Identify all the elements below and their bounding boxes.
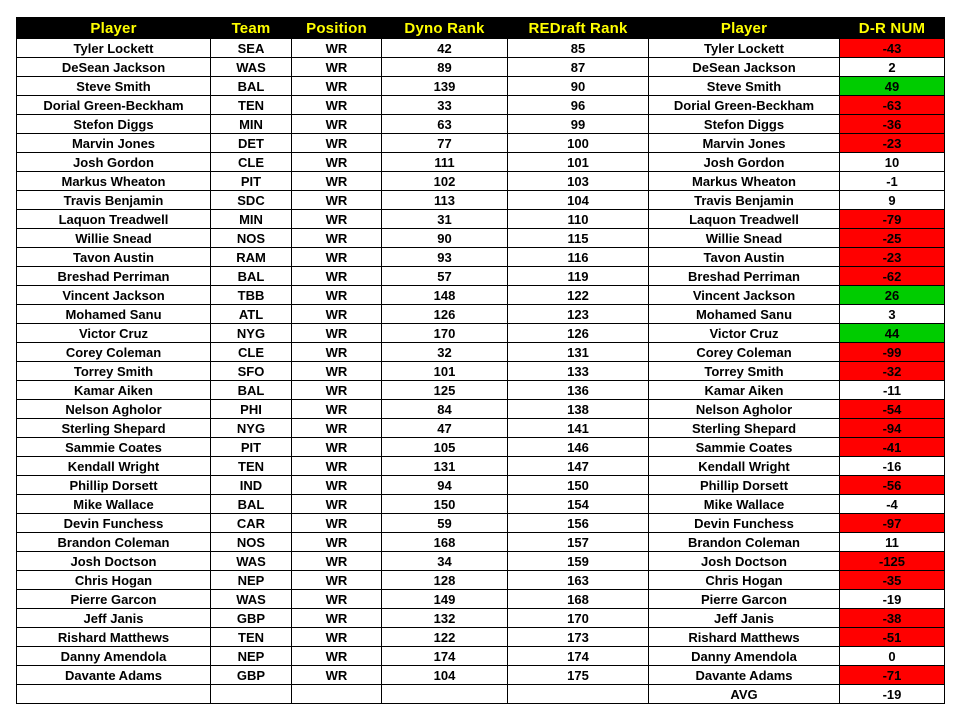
team-cell: MIN [211,210,292,229]
team-cell: MIN [211,115,292,134]
table-row [17,58,945,77]
position-cell: WR [292,343,382,362]
team-cell: NOS [211,229,292,248]
table-row [17,115,945,134]
dr-num-cell: -16 [840,457,945,476]
redraft-rank-cell: 147 [508,457,649,476]
average-value: -19 [840,685,945,704]
empty-cell [508,685,649,704]
team-cell: WAS [211,590,292,609]
dyno-rank-cell: 113 [382,191,508,210]
dyno-rank-cell: 59 [382,514,508,533]
player-cell: Travis Benjamin [17,191,211,210]
position-cell: WR [292,609,382,628]
dyno-rank-cell: 93 [382,248,508,267]
table-row [17,153,945,172]
team-cell: WAS [211,58,292,77]
redraft-rank-cell: 175 [508,666,649,685]
table-row [17,647,945,666]
position-cell: WR [292,191,382,210]
dyno-rank-cell: 168 [382,533,508,552]
table-row [17,343,945,362]
player-cell: Vincent Jackson [17,286,211,305]
player-cell: Phillip Dorsett [17,476,211,495]
player-cell: Tyler Lockett [17,39,211,58]
table-row [17,590,945,609]
redraft-rank-cell: 141 [508,419,649,438]
dyno-rank-cell: 47 [382,419,508,438]
player-cell: Josh Gordon [17,153,211,172]
position-cell: WR [292,533,382,552]
position-cell: WR [292,590,382,609]
table-row [17,438,945,457]
player-cell-2: Victor Cruz [649,324,840,343]
dyno-rank-cell: 149 [382,590,508,609]
player-cell: Corey Coleman [17,343,211,362]
player-cell: Danny Amendola [17,647,211,666]
team-cell: NOS [211,533,292,552]
dyno-rank-cell: 42 [382,39,508,58]
position-cell: WR [292,58,382,77]
table-row [17,666,945,685]
player-cell: Devin Funchess [17,514,211,533]
player-cell-2: Josh Doctson [649,552,840,571]
dr-num-cell: 11 [840,533,945,552]
position-cell: WR [292,419,382,438]
team-cell: BAL [211,77,292,96]
table-row [17,267,945,286]
dr-num-cell: 0 [840,647,945,666]
table-row [17,39,945,58]
dyno-rank-cell: 132 [382,609,508,628]
player-cell: DeSean Jackson [17,58,211,77]
table-row [17,457,945,476]
position-cell: WR [292,514,382,533]
position-cell: WR [292,248,382,267]
redraft-rank-cell: 133 [508,362,649,381]
team-cell: BAL [211,495,292,514]
average-row [17,685,945,704]
dyno-rank-cell: 33 [382,96,508,115]
redraft-rank-cell: 173 [508,628,649,647]
player-cell-2: Josh Gordon [649,153,840,172]
player-cell: Brandon Coleman [17,533,211,552]
player-cell-2: Nelson Agholor [649,400,840,419]
redraft-rank-cell: 154 [508,495,649,514]
dyno-rank-cell: 111 [382,153,508,172]
dyno-rank-cell: 32 [382,343,508,362]
player-cell: Kamar Aiken [17,381,211,400]
position-cell: WR [292,324,382,343]
dr-num-cell: -41 [840,438,945,457]
table-row [17,362,945,381]
team-cell: NYG [211,324,292,343]
dr-num-cell: -54 [840,400,945,419]
position-cell: WR [292,362,382,381]
redraft-rank-cell: 110 [508,210,649,229]
dyno-rank-cell: 125 [382,381,508,400]
redraft-rank-cell: 170 [508,609,649,628]
table-row [17,476,945,495]
team-cell: NEP [211,647,292,666]
empty-cell [211,685,292,704]
player-cell-2: Travis Benjamin [649,191,840,210]
player-cell-2: Jeff Janis [649,609,840,628]
team-cell: BAL [211,381,292,400]
average-label: AVG [649,685,840,704]
position-cell: WR [292,400,382,419]
player-cell-2: Pierre Garcon [649,590,840,609]
dyno-rank-cell: 150 [382,495,508,514]
team-cell: PHI [211,400,292,419]
position-cell: WR [292,476,382,495]
position-cell: WR [292,286,382,305]
redraft-rank-cell: 174 [508,647,649,666]
position-cell: WR [292,305,382,324]
position-cell: WR [292,39,382,58]
position-cell: WR [292,172,382,191]
player-cell: Kendall Wright [17,457,211,476]
table-row [17,96,945,115]
player-cell-2: Devin Funchess [649,514,840,533]
dr-num-cell: 2 [840,58,945,77]
redraft-rank-cell: 138 [508,400,649,419]
player-cell-2: Steve Smith [649,77,840,96]
dr-num-cell: -11 [840,381,945,400]
empty-cell [382,685,508,704]
table-row [17,229,945,248]
dr-num-cell: -63 [840,96,945,115]
table-row [17,533,945,552]
dr-num-cell: -32 [840,362,945,381]
dr-num-cell: 49 [840,77,945,96]
dr-num-cell: -79 [840,210,945,229]
player-cell-2: Corey Coleman [649,343,840,362]
position-cell: WR [292,628,382,647]
player-cell: Rishard Matthews [17,628,211,647]
player-cell-2: Mike Wallace [649,495,840,514]
team-cell: GBP [211,666,292,685]
dr-num-cell: -56 [840,476,945,495]
table-row [17,286,945,305]
dyno-rank-cell: 122 [382,628,508,647]
team-cell: NYG [211,419,292,438]
team-cell: SDC [211,191,292,210]
redraft-rank-cell: 146 [508,438,649,457]
table-row [17,191,945,210]
player-cell: Willie Snead [17,229,211,248]
player-cell: Stefon Diggs [17,115,211,134]
position-cell: WR [292,134,382,153]
table-row [17,77,945,96]
table-row [17,495,945,514]
dr-num-cell: -125 [840,552,945,571]
table-row [17,324,945,343]
player-cell-2: Breshad Perriman [649,267,840,286]
position-cell: WR [292,77,382,96]
redraft-rank-cell: 96 [508,96,649,115]
dr-num-cell: -94 [840,419,945,438]
dyno-rank-cell: 84 [382,400,508,419]
team-cell: GBP [211,609,292,628]
dr-num-cell: 10 [840,153,945,172]
redraft-rank-cell: 136 [508,381,649,400]
dyno-rank-cell: 57 [382,267,508,286]
dr-num-cell: -43 [840,39,945,58]
team-cell: CLE [211,153,292,172]
redraft-rank-cell: 115 [508,229,649,248]
player-cell: Sterling Shepard [17,419,211,438]
header-position: Position [292,18,382,39]
header-player: Player [17,18,211,39]
position-cell: WR [292,647,382,666]
player-cell-2: Phillip Dorsett [649,476,840,495]
dr-num-cell: 9 [840,191,945,210]
table-row [17,381,945,400]
position-cell: WR [292,571,382,590]
player-cell: Torrey Smith [17,362,211,381]
dyno-rank-cell: 89 [382,58,508,77]
table-row [17,628,945,647]
redraft-rank-cell: 87 [508,58,649,77]
team-cell: TEN [211,628,292,647]
header-dr-num: D-R NUM [840,18,945,39]
dyno-rank-cell: 131 [382,457,508,476]
redraft-rank-cell: 157 [508,533,649,552]
team-cell: CLE [211,343,292,362]
team-cell: BAL [211,267,292,286]
dyno-rank-cell: 174 [382,647,508,666]
team-cell: CAR [211,514,292,533]
dr-num-cell: -19 [840,590,945,609]
header-redraft-rank: REDraft Rank [508,18,649,39]
redraft-rank-cell: 116 [508,248,649,267]
player-cell-2: Markus Wheaton [649,172,840,191]
player-cell-2: Brandon Coleman [649,533,840,552]
dyno-rank-cell: 77 [382,134,508,153]
player-cell-2: Tavon Austin [649,248,840,267]
position-cell: WR [292,666,382,685]
header-player-2: Player [649,18,840,39]
table-row [17,134,945,153]
player-cell-2: Sterling Shepard [649,419,840,438]
dr-num-cell: -51 [840,628,945,647]
redraft-rank-cell: 99 [508,115,649,134]
player-cell-2: Davante Adams [649,666,840,685]
dyno-rank-cell: 104 [382,666,508,685]
player-cell: Pierre Garcon [17,590,211,609]
player-cell-2: Chris Hogan [649,571,840,590]
player-cell: Markus Wheaton [17,172,211,191]
redraft-rank-cell: 85 [508,39,649,58]
dr-num-cell: -99 [840,343,945,362]
redraft-rank-cell: 100 [508,134,649,153]
team-cell: PIT [211,172,292,191]
dyno-rank-cell: 34 [382,552,508,571]
redraft-rank-cell: 126 [508,324,649,343]
redraft-rank-cell: 168 [508,590,649,609]
empty-cell [17,685,211,704]
player-cell: Laquon Treadwell [17,210,211,229]
player-cell-2: Dorial Green-Beckham [649,96,840,115]
dyno-rank-cell: 126 [382,305,508,324]
table-body [17,39,945,685]
table-row [17,571,945,590]
player-cell: Davante Adams [17,666,211,685]
player-cell: Dorial Green-Beckham [17,96,211,115]
position-cell: WR [292,115,382,134]
player-cell: Tavon Austin [17,248,211,267]
team-cell: TBB [211,286,292,305]
empty-cell [292,685,382,704]
position-cell: WR [292,267,382,286]
player-cell-2: DeSean Jackson [649,58,840,77]
table-row [17,210,945,229]
dyno-rank-cell: 90 [382,229,508,248]
team-cell: TEN [211,457,292,476]
player-cell: Marvin Jones [17,134,211,153]
team-cell: WAS [211,552,292,571]
redraft-rank-cell: 104 [508,191,649,210]
dyno-rank-cell: 105 [382,438,508,457]
player-cell-2: Vincent Jackson [649,286,840,305]
table-row [17,400,945,419]
position-cell: WR [292,438,382,457]
header-team: Team [211,18,292,39]
dr-num-cell: -4 [840,495,945,514]
redraft-rank-cell: 163 [508,571,649,590]
dr-num-cell: -71 [840,666,945,685]
position-cell: WR [292,210,382,229]
redraft-rank-cell: 122 [508,286,649,305]
table-row [17,514,945,533]
redraft-rank-cell: 103 [508,172,649,191]
team-cell: RAM [211,248,292,267]
player-cell: Steve Smith [17,77,211,96]
team-cell: SFO [211,362,292,381]
team-cell: NEP [211,571,292,590]
dr-num-cell: 26 [840,286,945,305]
redraft-rank-cell: 90 [508,77,649,96]
redraft-rank-cell: 101 [508,153,649,172]
redraft-rank-cell: 131 [508,343,649,362]
player-cell-2: Stefon Diggs [649,115,840,134]
table-row [17,419,945,438]
dr-num-cell: 3 [840,305,945,324]
redraft-rank-cell: 159 [508,552,649,571]
team-cell: IND [211,476,292,495]
dyno-rank-cell: 94 [382,476,508,495]
redraft-rank-cell: 156 [508,514,649,533]
dyno-rank-cell: 31 [382,210,508,229]
position-cell: WR [292,96,382,115]
table-row [17,609,945,628]
dr-num-cell: -1 [840,172,945,191]
team-cell: PIT [211,438,292,457]
dyno-rank-cell: 128 [382,571,508,590]
table-row [17,172,945,191]
table-row [17,248,945,267]
player-cell-2: Marvin Jones [649,134,840,153]
dyno-rank-cell: 170 [382,324,508,343]
dyno-rank-cell: 101 [382,362,508,381]
position-cell: WR [292,229,382,248]
dr-num-cell: -23 [840,248,945,267]
player-cell: Josh Doctson [17,552,211,571]
redraft-rank-cell: 119 [508,267,649,286]
position-cell: WR [292,495,382,514]
player-cell: Chris Hogan [17,571,211,590]
dyno-rank-cell: 63 [382,115,508,134]
team-cell: TEN [211,96,292,115]
player-cell: Mike Wallace [17,495,211,514]
player-cell-2: Sammie Coates [649,438,840,457]
player-cell: Mohamed Sanu [17,305,211,324]
position-cell: WR [292,381,382,400]
dr-num-cell: -38 [840,609,945,628]
player-cell: Breshad Perriman [17,267,211,286]
player-cell: Victor Cruz [17,324,211,343]
team-cell: SEA [211,39,292,58]
dr-num-cell: -25 [840,229,945,248]
player-cell-2: Mohamed Sanu [649,305,840,324]
player-cell-2: Laquon Treadwell [649,210,840,229]
team-cell: DET [211,134,292,153]
dr-num-cell: -62 [840,267,945,286]
player-cell-2: Kendall Wright [649,457,840,476]
player-cell-2: Tyler Lockett [649,39,840,58]
player-cell-2: Willie Snead [649,229,840,248]
player-cell: Jeff Janis [17,609,211,628]
dr-num-cell: -23 [840,134,945,153]
player-cell-2: Kamar Aiken [649,381,840,400]
dyno-rank-cell: 139 [382,77,508,96]
redraft-rank-cell: 150 [508,476,649,495]
position-cell: WR [292,153,382,172]
header-dyno-rank: Dyno Rank [382,18,508,39]
rankings-table [16,17,945,704]
player-cell-2: Danny Amendola [649,647,840,666]
team-cell: ATL [211,305,292,324]
dyno-rank-cell: 102 [382,172,508,191]
position-cell: WR [292,552,382,571]
player-cell: Sammie Coates [17,438,211,457]
dr-num-cell: -36 [840,115,945,134]
dr-num-cell: -97 [840,514,945,533]
dr-num-cell: 44 [840,324,945,343]
dr-num-cell: -35 [840,571,945,590]
player-cell-2: Rishard Matthews [649,628,840,647]
player-cell: Nelson Agholor [17,400,211,419]
position-cell: WR [292,457,382,476]
dyno-rank-cell: 148 [382,286,508,305]
redraft-rank-cell: 123 [508,305,649,324]
header-row [17,18,945,39]
table-row [17,305,945,324]
table-row [17,552,945,571]
player-cell-2: Torrey Smith [649,362,840,381]
